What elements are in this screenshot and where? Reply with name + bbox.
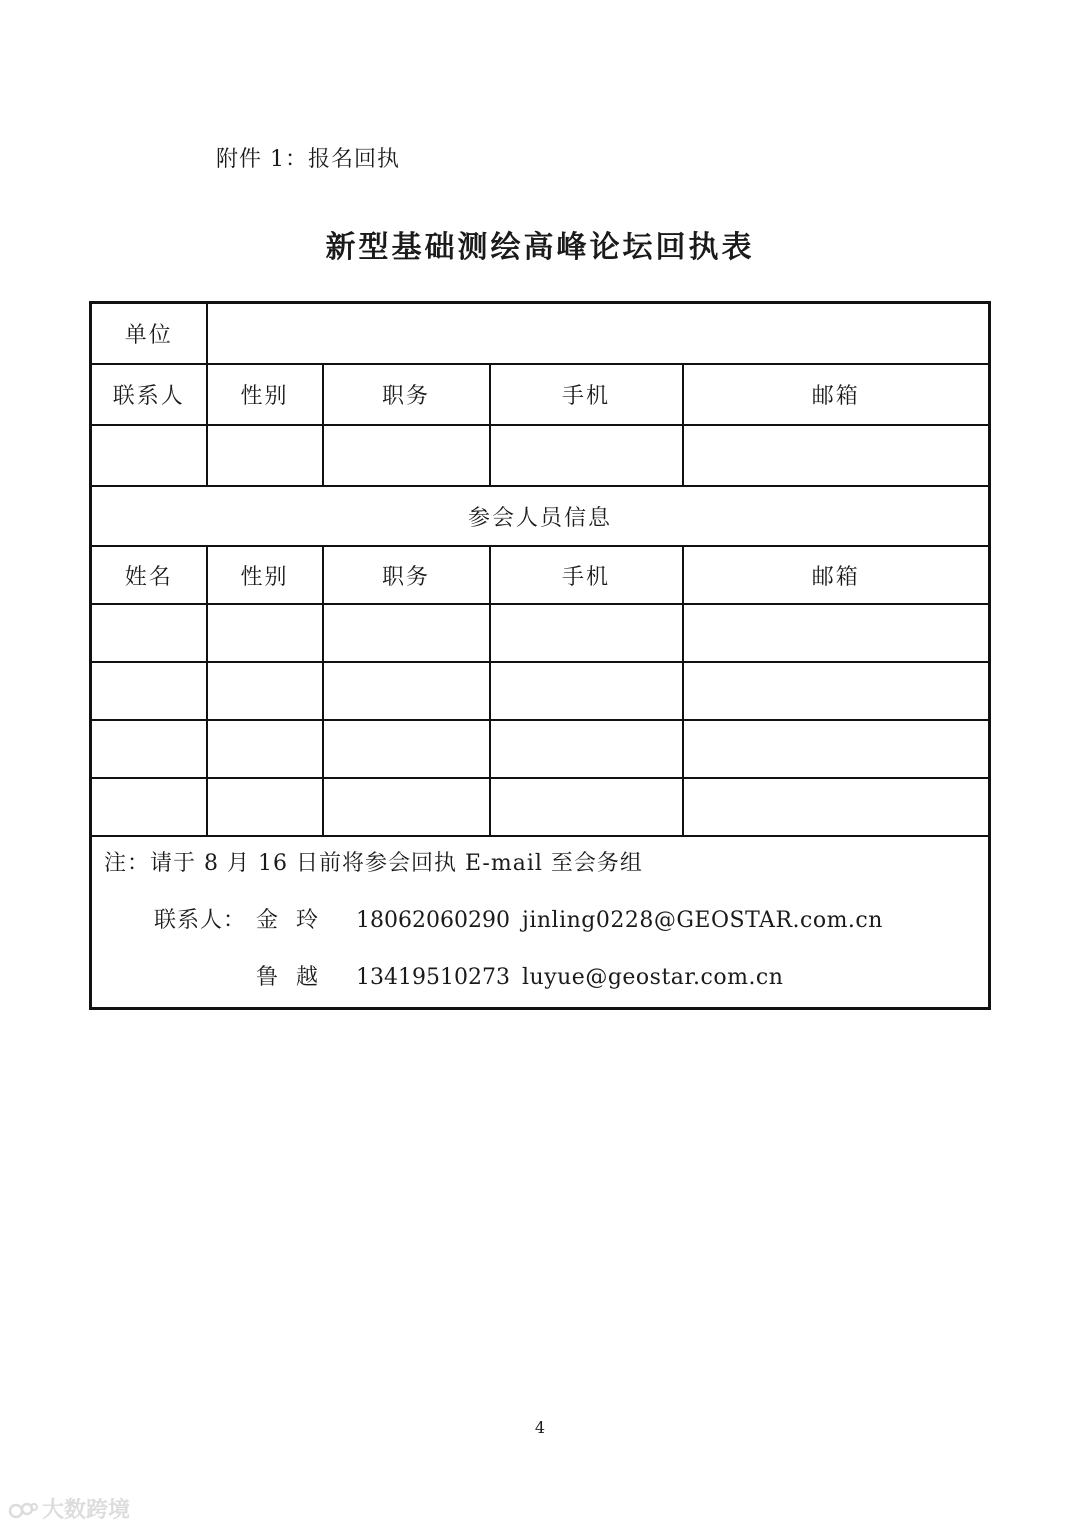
attendee-gender-cell[interactable]	[207, 662, 323, 720]
attendee-position-cell[interactable]	[323, 662, 490, 720]
notes-cell	[91, 836, 990, 1009]
attendee-gender-cell[interactable]	[207, 778, 323, 836]
contact-prefix: 联系人：	[154, 908, 247, 933]
attendee-position-cell[interactable]	[323, 778, 490, 836]
attendee-mobile-cell[interactable]	[490, 662, 683, 720]
contact-name: 金玲	[256, 908, 337, 933]
table-row-section	[91, 486, 990, 546]
unit-value-cell[interactable]	[207, 303, 990, 365]
header-email: 邮箱	[683, 364, 990, 425]
contact-line-2	[104, 963, 988, 993]
contact-name: 鲁越	[256, 965, 337, 990]
table-row-unit	[91, 303, 990, 365]
attendee-name-cell[interactable]	[91, 662, 207, 720]
header-position: 职务	[323, 546, 490, 604]
page-title: 新型基础测绘高峰论坛回执表	[325, 230, 755, 265]
header-gender: 性别	[207, 364, 323, 425]
table-row	[91, 778, 990, 836]
header-position: 职务	[323, 364, 490, 425]
attendee-mobile-cell[interactable]	[490, 720, 683, 778]
contact-email-cell[interactable]	[683, 425, 990, 486]
contact-mobile-cell[interactable]	[490, 425, 683, 486]
table-row	[91, 662, 990, 720]
header-gender: 性别	[207, 546, 323, 604]
header-mobile: 手机	[490, 364, 683, 425]
header-mobile: 手机	[490, 546, 683, 604]
contact-email[interactable]: jinling0228@GEOSTAR.com.cn	[522, 908, 883, 933]
weibo-logo-icon	[8, 1499, 38, 1519]
attendee-gender-cell[interactable]	[207, 720, 323, 778]
contact-gender-cell[interactable]	[207, 425, 323, 486]
watermark	[8, 1493, 130, 1524]
contact-email[interactable]: luyue@geostar.com.cn	[522, 965, 784, 990]
attendee-name-cell[interactable]	[91, 778, 207, 836]
contact-line-1	[104, 906, 988, 936]
attendee-gender-cell[interactable]	[207, 604, 323, 662]
attendee-mobile-cell[interactable]	[490, 604, 683, 662]
section-title-attendees: 参会人员信息	[91, 486, 990, 546]
attachment-label: 附件 1：报名回执	[216, 147, 400, 172]
unit-label: 单位	[91, 303, 207, 365]
attendee-email-cell[interactable]	[683, 604, 990, 662]
registration-form-table	[89, 301, 991, 1010]
attendee-position-cell[interactable]	[323, 604, 490, 662]
attendee-position-cell[interactable]	[323, 720, 490, 778]
attendee-email-cell[interactable]	[683, 662, 990, 720]
table-row-attendee-headers	[91, 546, 990, 604]
attendee-email-cell[interactable]	[683, 720, 990, 778]
table-row-contact-headers	[91, 364, 990, 425]
attendee-name-cell[interactable]	[91, 604, 207, 662]
attendee-name-cell[interactable]	[91, 720, 207, 778]
table-row-contact-entry	[91, 425, 990, 486]
header-email: 邮箱	[683, 546, 990, 604]
watermark-text: 大数跨境	[42, 1498, 131, 1523]
attendee-email-cell[interactable]	[683, 778, 990, 836]
table-row-notes	[91, 836, 990, 1009]
table-row	[91, 720, 990, 778]
contact-phone: 18062060290	[356, 908, 510, 933]
contact-phone: 13419510273	[356, 965, 510, 990]
attendee-mobile-cell[interactable]	[490, 778, 683, 836]
header-name: 姓名	[91, 546, 207, 604]
table-row	[91, 604, 990, 662]
contact-position-cell[interactable]	[323, 425, 490, 486]
contact-name-cell[interactable]	[91, 425, 207, 486]
page-number: 4	[534, 1418, 546, 1437]
deadline-note: 注：请于 8 月 16 日前将参会回执 E-mail 至会务组	[104, 851, 643, 876]
header-contact-person: 联系人	[91, 364, 207, 425]
